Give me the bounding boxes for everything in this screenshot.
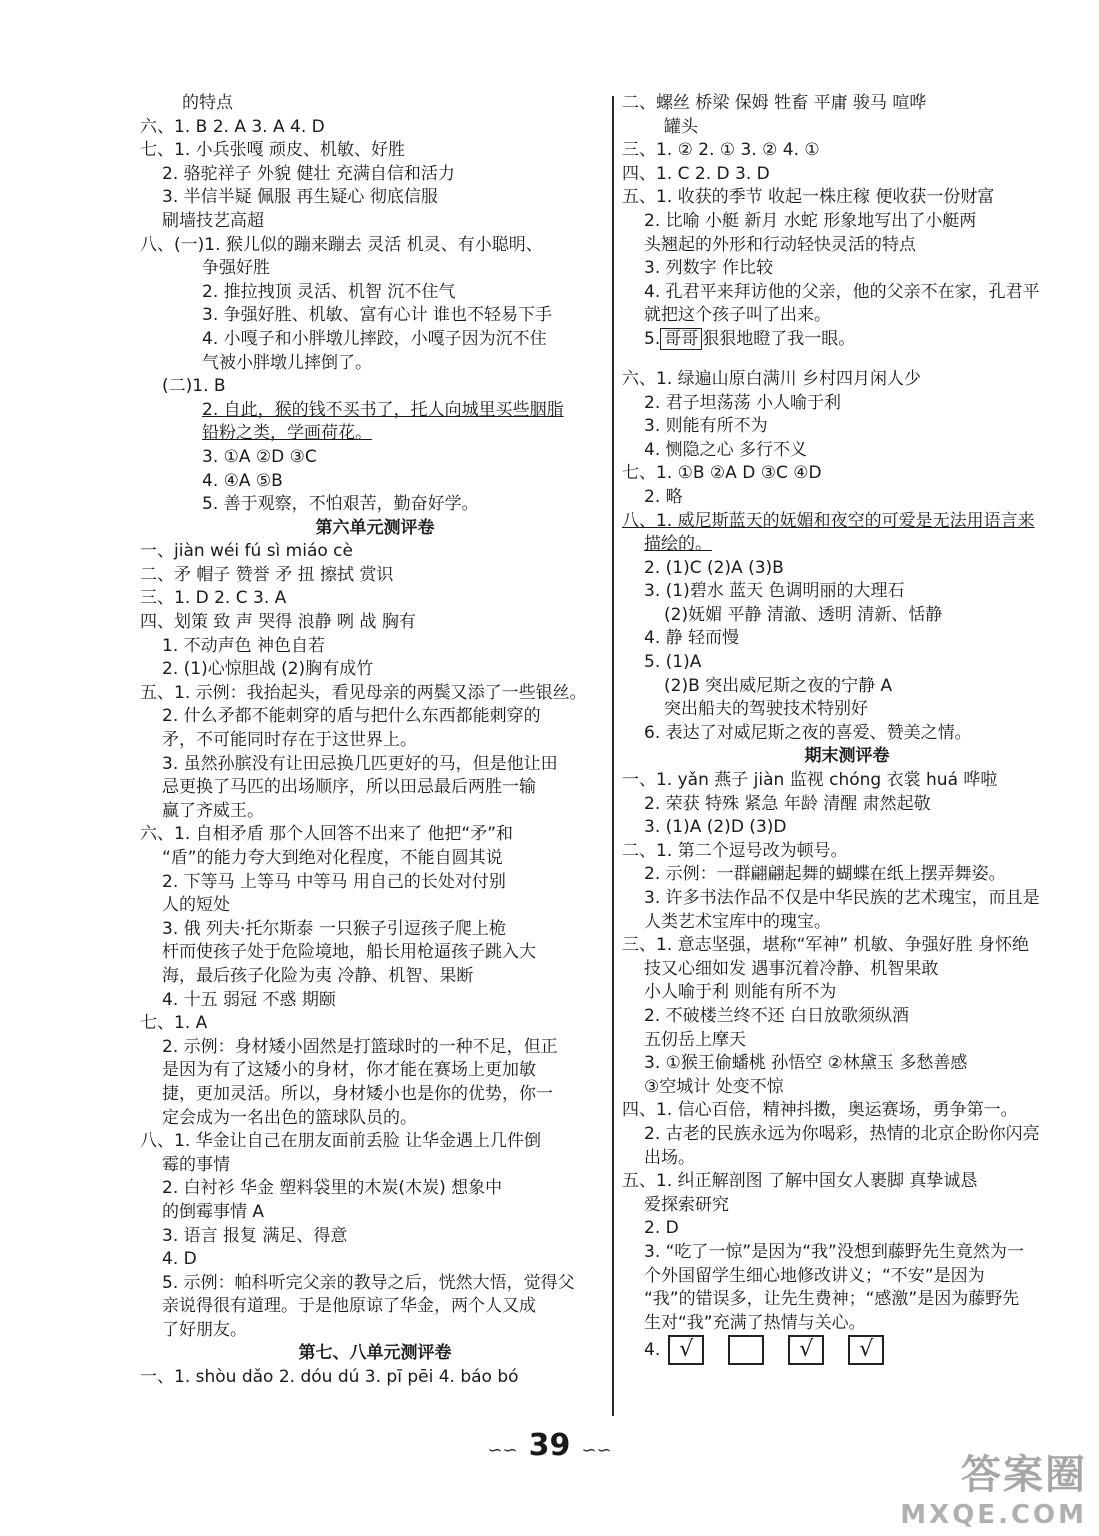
answer-line — [140, 163, 610, 187]
answer-text: 是因为有了这矮小的身材，你才能在赛场上更加敏 — [162, 1060, 536, 1081]
answer-text: 2. 古老的民族永远为你喝彩，热情的北京企盼你闪亮 — [644, 1123, 1040, 1144]
check-box: √ — [668, 1335, 704, 1365]
answer-line — [622, 510, 1072, 534]
answer-text: 七、1. A — [140, 1013, 208, 1034]
answer-text: 3. 俄 列夫·托尔斯泰 一只猴子引逗孩子爬上桅 — [162, 918, 506, 939]
answer-text: 5. 善于观察，不怕艰苦，勤奋好学。 — [202, 494, 479, 515]
answer-text: 的特点 — [182, 93, 233, 113]
answer-text: 五仞岳上摩天 — [644, 1029, 746, 1050]
answer-line — [140, 823, 610, 847]
answer-text: 刷墙技艺高超 — [162, 210, 264, 231]
answer-text: 2. 荣获 特殊 紧急 年龄 清醒 肃然起敬 — [644, 793, 931, 814]
item-number: 5. — [644, 328, 661, 349]
answer-text: 一、1. shòu dǎo 2. dóu dú 3. pī pēi 4. báo bó — [140, 1367, 519, 1388]
answer-line — [622, 604, 1072, 628]
answer-text: 铅粉之类，学画荷花。 — [202, 423, 372, 444]
answer-text: “我”的错误多，让先生费神；“感激”是因为藤野先 — [644, 1289, 1020, 1310]
answer-line — [622, 1029, 1072, 1053]
left-column — [140, 92, 610, 1390]
answer-text: 2. 君子坦荡荡 小人喻于利 — [644, 392, 842, 413]
answer-line — [140, 1083, 610, 1107]
answer-text: 2. 推拉拽顶 灵活、机智 沉不住气 — [202, 281, 456, 302]
answer-text: 3. “吃了一惊”是因为“我”没想到藤野先生竟然为一 — [644, 1241, 1024, 1262]
answer-line — [140, 375, 610, 399]
answer-text: 2. 示例：一群翩翩起舞的蝴蝶在纸上摆弄舞姿。 — [644, 864, 1006, 885]
answer-text: 4. D — [162, 1249, 197, 1270]
answer-text: 霉的事情 — [162, 1154, 230, 1175]
answer-text: 四、划策 致 声 哭得 浪静 咧 战 胸有 — [140, 612, 416, 633]
item-number: 4. — [644, 1340, 661, 1361]
answer-line — [622, 1099, 1072, 1123]
answer-text: 四、1. 信心百倍，精神抖擞，奥运赛场，勇争第一。 — [622, 1100, 1018, 1121]
page-number: 39 — [528, 1428, 571, 1463]
answer-line — [622, 210, 1072, 234]
answer-text: 捷，更加灵活。所以，身材矮小也是你的优势，你一 — [162, 1083, 553, 1104]
answer-text: 3. 则能有所不为 — [644, 416, 768, 437]
answer-line — [140, 1272, 610, 1296]
answer-line — [622, 580, 1072, 604]
answer-text: 七、1. 小兵张嘎 顽皮、机敏、好胜 — [140, 140, 406, 161]
answer-line — [140, 918, 610, 942]
answer-line — [622, 439, 1072, 463]
answer-line — [140, 847, 610, 871]
answer-line — [622, 186, 1072, 210]
watermark-logo: 答案圈 — [961, 1452, 1087, 1498]
answer-line — [140, 1366, 610, 1390]
answer-text: 2. 示例：身材矮小固然是打篮球时的一种不足，但正 — [162, 1036, 558, 1057]
answer-line — [622, 1147, 1072, 1171]
answer-text: 3. 半信半疑 佩服 再生疑心 彻底信服 — [162, 187, 438, 208]
answer-line — [622, 139, 1072, 163]
answer-text: (2)妩媚 平静 清澈、透明 清新、恬静 — [664, 604, 943, 625]
answer-text: (2)B 突出威尼斯之夜的宁静 A — [664, 675, 893, 696]
answer-line — [140, 1154, 610, 1178]
answer-text: 4. ④A ⑤B — [202, 470, 283, 491]
answer-line — [140, 871, 610, 895]
answer-text: 个外国留学生细心地修改讲义；“不安”是因为 — [644, 1265, 985, 1286]
answer-line — [140, 705, 610, 729]
answer-line — [622, 557, 1072, 581]
answer-text: 3. 争强好胜、机敏、富有心计 谁也不轻易下手 — [202, 305, 553, 326]
answer-text: 六、1. 自相矛盾 那个人回答不出来了 他把“矛”和 — [140, 824, 514, 845]
answer-line — [622, 257, 1072, 281]
answer-text: 3. (1)A (2)D (3)D — [644, 817, 787, 838]
answer-line — [622, 116, 1072, 140]
answer-text: 4. 小嘎子和小胖墩儿摔跤，小嘎子因为沉不住 — [202, 328, 547, 349]
answer-line — [622, 1123, 1072, 1147]
answer-line — [140, 658, 610, 682]
answer-text: 3. ①A ②D ③C — [202, 446, 317, 467]
answer-text: 3. 许多书法作品不仅是中华民族的艺术瑰宝，而且是 — [644, 888, 1040, 908]
answer-line — [140, 1059, 610, 1083]
answer-line — [140, 304, 610, 328]
answer-text: 2. 白衬衫 华金 塑料袋里的木炭(木炭) 想象中 — [162, 1178, 503, 1199]
answer-line — [140, 399, 610, 423]
answer-text: 一、jiàn wéi fú sì miáo cè — [140, 541, 353, 562]
answer-line — [622, 163, 1072, 187]
answer-text: 3. 语言 报复 满足、得意 — [162, 1225, 348, 1246]
check-box — [728, 1335, 764, 1365]
answer-text: 出场。 — [644, 1147, 695, 1168]
answer-line — [622, 627, 1072, 651]
answer-text: 八、(一)1. 猴儿似的蹦来蹦去 灵活 机灵、有小聪明、 — [140, 234, 543, 255]
answer-text: 就把这个孩子叫了出来。 — [644, 305, 831, 326]
answer-line — [622, 304, 1072, 328]
answer-line — [622, 934, 1072, 958]
answer-line — [622, 1241, 1072, 1265]
answer-text: 2. D — [644, 1218, 679, 1239]
answer-line — [140, 1130, 610, 1154]
answer-line — [622, 1312, 1072, 1336]
answer-line — [140, 1201, 610, 1225]
ornament-left-icon: ∽∽ — [487, 1440, 518, 1461]
answer-text: 五、1. 收获的季节 收起一株庄稼 便收获一份财富 — [622, 187, 995, 208]
answer-text: 矛，不可能同时存在于这世界上。 — [162, 730, 417, 751]
answer-text: 人类艺术宝库中的瑰宝。 — [644, 911, 831, 932]
answer-line — [622, 698, 1072, 722]
answer-line — [622, 958, 1072, 982]
answer-line — [622, 486, 1072, 510]
answer-line — [622, 722, 1072, 746]
section-title — [622, 745, 1072, 769]
answer-text: 2. 自此，猴的钱不买书了，托人向城里买些胭脂 — [202, 399, 564, 420]
answer-text: 技又心细如发 遇事沉着冷静、机智果敢 — [644, 958, 939, 979]
answer-text: 第六单元测评卷 — [315, 517, 435, 538]
answer-line — [140, 1107, 610, 1131]
check-box: √ — [788, 1335, 824, 1365]
answer-text: 2. 比喻 小艇 新月 水蛇 形象地写出了小艇两 — [644, 210, 977, 231]
answer-line — [622, 840, 1072, 864]
answer-text: 七、1. ①B ②A D ③C ④D — [622, 463, 822, 484]
answer-line — [140, 1319, 610, 1343]
answer-line — [140, 234, 610, 258]
answer-text: 定会成为一名出色的篮球队员的。 — [162, 1107, 417, 1128]
answer-line — [140, 186, 610, 210]
answer-line — [622, 1005, 1072, 1029]
answer-line — [140, 989, 610, 1013]
answer-text: ③空城计 处变不惊 — [644, 1076, 784, 1097]
boxed-word: 哥哥 — [660, 328, 702, 350]
answer-line — [140, 210, 610, 234]
answer-line — [622, 1052, 1072, 1076]
answer-text: 二、螺丝 桥梁 保姆 牲畜 平庸 骏马 喧哗 — [622, 93, 927, 113]
answer-line — [140, 965, 610, 989]
answer-line — [140, 800, 610, 824]
answer-line — [140, 753, 610, 777]
checkbox-group — [668, 1335, 884, 1365]
answer-line — [140, 776, 610, 800]
answer-line — [622, 1288, 1072, 1312]
answer-line — [140, 493, 610, 517]
answer-text: 三、1. ② 2. ① 3. ② 4. ① — [622, 140, 820, 161]
answer-line — [622, 1217, 1072, 1241]
answer-text: 五、1. 纠正解剖图 了解中国女人裹脚 真挚诚恳 — [622, 1171, 978, 1192]
answer-text: 六、1. B 2. A 3. A 4. D — [140, 116, 325, 137]
answer-text: 二、矛 帽子 赞誉 矛 扭 擦拭 赏识 — [140, 564, 394, 585]
column-divider — [612, 96, 614, 1416]
answer-text: 4. 十五 弱冠 不惑 期颐 — [162, 989, 336, 1010]
answer-text: 三、1. D 2. C 3. A — [140, 588, 287, 609]
answer-line — [140, 1295, 610, 1319]
answer-line — [140, 611, 610, 635]
answer-text: 2. 骆驼祥子 外貌 健壮 充满自信和活力 — [162, 163, 455, 184]
answer-line — [140, 92, 610, 116]
answer-text: 3. 列数字 作比较 — [644, 258, 774, 279]
answer-line — [622, 769, 1072, 793]
answer-text: 3. (1)碧水 蓝天 色调明丽的大理石 — [644, 581, 905, 602]
answer-text: 六、1. 绿遍山原白满川 乡村四月闲人少 — [622, 368, 922, 389]
watermark — [900, 1443, 1087, 1530]
answer-text: 小人喻于利 则能有所不为 — [644, 982, 837, 1003]
answer-text: 突出船夫的驾驶技术特别好 — [664, 699, 868, 720]
answer-line — [140, 116, 610, 140]
answer-line — [140, 941, 610, 965]
answer-text: (二)1. B — [162, 376, 226, 397]
ornament-right-icon: ∽∽ — [581, 1440, 612, 1461]
answer-text: 2. 不破楼兰终不还 白日放歌须纵酒 — [644, 1005, 910, 1026]
answer-text: 二、1. 第二个逗号改为顿号。 — [622, 840, 848, 861]
answer-text: 人的短处 — [162, 895, 230, 916]
answer-line — [622, 1076, 1072, 1100]
answer-line — [140, 257, 610, 281]
answer-line — [622, 392, 1072, 416]
answer-text: 了好朋友。 — [162, 1319, 247, 1340]
answer-line — [622, 887, 1072, 911]
answer-line — [622, 1194, 1072, 1218]
answer-text: 2. (1)C (2)A (3)B — [644, 557, 784, 578]
answer-line — [622, 816, 1072, 840]
answer-line-checkboxes — [622, 1335, 1072, 1375]
answer-text: 海，最后孩子化险为夷 冷静、机智、果断 — [162, 965, 474, 986]
watermark-site: MXQE.COM — [900, 1500, 1087, 1530]
answer-text: 争强好胜 — [202, 258, 270, 279]
answer-line — [140, 564, 610, 588]
answer-text: 4. 孔君平来拜访他的父亲，他的父亲不在家，孔君平 — [644, 281, 1040, 302]
answer-text: 4. 恻隐之心 多行不义 — [644, 439, 808, 460]
answer-line — [140, 1248, 610, 1272]
answer-line — [140, 682, 610, 706]
answer-line — [622, 1265, 1072, 1289]
answer-text: 1. 不动声色 神色自若 — [162, 635, 326, 656]
answer-text: 3. 虽然孙膑没有让田忌换几匹更好的马，但是他让田 — [162, 753, 558, 774]
answer-text: 头翘起的外形和行动轻快灵活的特点 — [644, 234, 916, 255]
right-column — [622, 92, 1072, 1375]
answer-line — [140, 587, 610, 611]
answer-text: 5. (1)A — [644, 652, 702, 673]
answer-text: 五、1. 示例：我抬起头，看见母亲的两鬓又添了一些银丝。 — [140, 682, 587, 703]
answer-line — [622, 793, 1072, 817]
answer-line — [140, 540, 610, 564]
answer-line — [622, 651, 1072, 675]
answer-line-boxed — [622, 328, 1072, 368]
answer-line — [140, 1225, 610, 1249]
answer-line — [140, 470, 610, 494]
answer-text: 2. 下等马 上等马 中等马 用自己的长处对付别 — [162, 871, 506, 892]
answer-line — [622, 863, 1072, 887]
answer-line — [140, 352, 610, 376]
answer-line — [622, 415, 1072, 439]
answer-line — [140, 139, 610, 163]
answer-line — [140, 446, 610, 470]
answer-line — [140, 422, 610, 446]
answer-text: 3. ①猴王偷蟠桃 孙悟空 ②林黛玉 多愁善感 — [644, 1053, 968, 1074]
answer-line — [140, 281, 610, 305]
answer-text: 赢了齐威王。 — [162, 800, 264, 821]
answer-line — [140, 328, 610, 352]
answer-text: 4. 静 轻而慢 — [644, 628, 740, 649]
answer-text: 6. 表达了对威尼斯之夜的喜爱、赞美之情。 — [644, 722, 972, 743]
answer-text: 八、1. 华金让自己在朋友面前丢脸 让华金遇上几件倒 — [140, 1131, 542, 1152]
answer-text: 描绘的。 — [644, 534, 712, 555]
answer-text: 爱探索研究 — [644, 1194, 729, 1215]
section-title — [140, 1342, 610, 1366]
answer-text: 5. 示例：帕科听完父亲的教导之后，恍然大悟，觉得父 — [162, 1272, 575, 1293]
check-box: √ — [848, 1335, 884, 1365]
answer-line — [622, 92, 1072, 116]
answer-line — [140, 894, 610, 918]
answer-text: 杆而使孩子处于危险境地，船长用枪逼孩子跳入大 — [162, 942, 536, 963]
answer-text: 罐头 — [664, 116, 698, 137]
answer-text: 八、1. 威尼斯蓝天的妩媚和夜空的可爱是无法用语言来 — [622, 510, 1035, 531]
answer-line — [622, 1170, 1072, 1194]
answer-text: 的倒霉事情 A — [162, 1201, 265, 1222]
answer-text: “盾”的能力夸大到绝对化程度，不能自圆其说 — [162, 848, 503, 868]
answer-text: 期末测评卷 — [804, 746, 890, 767]
answer-text: 气被小胖墩儿摔倒了。 — [202, 352, 372, 373]
answer-line — [140, 1177, 610, 1201]
answer-line — [622, 368, 1072, 392]
answer-line — [140, 1036, 610, 1060]
answer-line — [622, 234, 1072, 258]
section-title — [140, 517, 610, 541]
answer-text: 忌更换了马匹的出场顺序，所以田忌最后两胜一输 — [162, 777, 536, 798]
answer-line — [622, 462, 1072, 486]
answer-text: 生对“我”充满了热情与关心。 — [644, 1312, 866, 1333]
answer-text: 2. (1)心惊胆战 (2)胸有成竹 — [162, 659, 374, 680]
answer-text: 2. 略 — [644, 486, 683, 507]
answer-line — [622, 911, 1072, 935]
answer-text: 一、1. yǎn 燕子 jiàn 监视 chóng 衣裳 huá 哗啦 — [622, 770, 998, 791]
sentence-rest: 狠狠地瞪了我一眼。 — [702, 328, 856, 349]
answer-line — [622, 675, 1072, 699]
answer-line — [140, 729, 610, 753]
answer-line — [140, 1012, 610, 1036]
answer-line — [622, 981, 1072, 1005]
answer-text: 2. 什么矛都不能刺穿的盾与把什么东西都能刺穿的 — [162, 706, 541, 727]
answer-line — [140, 635, 610, 659]
answer-line — [622, 281, 1072, 305]
answer-text: 三、1. 意志坚强，堪称“军神” 机敏、争强好胜 身怀绝 — [622, 935, 1030, 956]
answer-text: 第七、八单元测评卷 — [298, 1343, 452, 1364]
answer-text: 亲说得很有道理。于是他原谅了华金，两个人又成 — [162, 1296, 536, 1317]
answer-text: 四、1. C 2. D 3. D — [622, 163, 770, 184]
answer-line — [622, 533, 1072, 557]
